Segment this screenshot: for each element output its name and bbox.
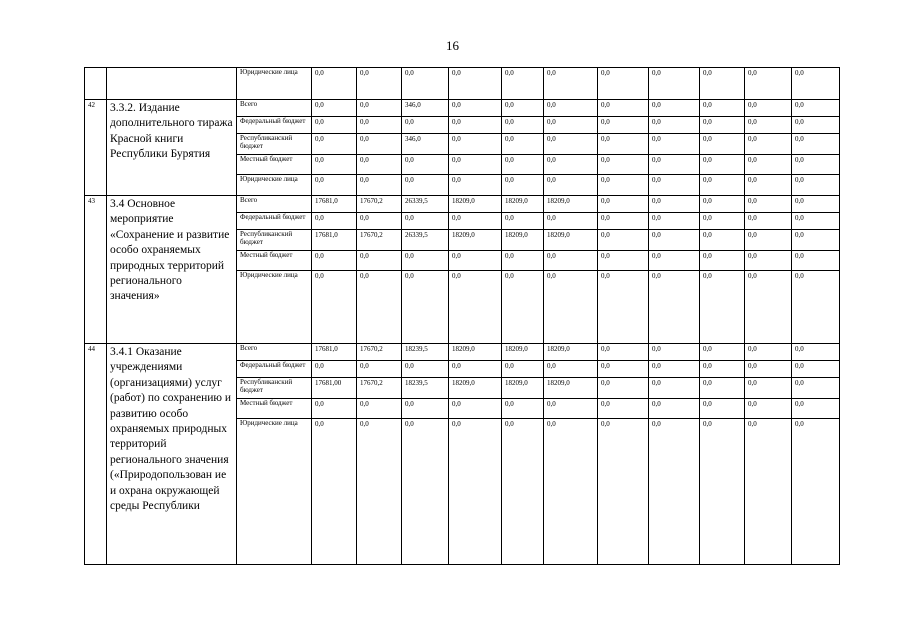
amount-cell: 0,0 — [792, 134, 840, 155]
amount-cell: 0,0 — [700, 361, 745, 378]
amount-cell: 0,0 — [312, 175, 357, 196]
page-number: 16 — [446, 38, 459, 53]
amount-cell: 0,0 — [649, 230, 700, 251]
amount-cell: 0,0 — [544, 100, 598, 117]
amount-cell: 0,0 — [402, 419, 449, 565]
amount-cell: 0,0 — [502, 213, 544, 230]
amount-cell: 0,0 — [502, 175, 544, 196]
amount-cell: 26339,5 — [402, 230, 449, 251]
amount-cell: 0,0 — [649, 378, 700, 399]
funding-source: Всего — [237, 344, 312, 361]
amount-cell: 0,0 — [312, 419, 357, 565]
amount-cell: 0,0 — [357, 399, 402, 419]
amount-cell: 0,0 — [357, 271, 402, 344]
funding-source: Местный бюджет — [237, 399, 312, 419]
amount-cell: 0,0 — [312, 361, 357, 378]
funding-source: Республиканский бюджет — [237, 134, 312, 155]
amount-cell: 0,0 — [312, 117, 357, 134]
amount-cell: 0,0 — [745, 175, 792, 196]
table-row — [85, 196, 840, 213]
amount-cell: 0,0 — [598, 361, 649, 378]
amount-cell: 0,0 — [792, 117, 840, 134]
funding-source: Федеральный бюджет — [237, 213, 312, 230]
amount-cell: 0,0 — [598, 117, 649, 134]
amount-cell: 0,0 — [449, 68, 502, 100]
amount-cell: 0,0 — [700, 419, 745, 565]
amount-cell: 0,0 — [449, 419, 502, 565]
funding-source: Всего — [237, 100, 312, 117]
row-number: 44 — [85, 344, 107, 565]
amount-cell: 0,0 — [449, 361, 502, 378]
amount-cell: 0,0 — [792, 155, 840, 175]
amount-cell: 0,0 — [402, 213, 449, 230]
amount-cell: 0,0 — [700, 175, 745, 196]
amount-cell: 0,0 — [449, 117, 502, 134]
amount-cell: 0,0 — [502, 419, 544, 565]
amount-cell: 17681,0 — [312, 196, 357, 213]
amount-cell: 18209,0 — [502, 378, 544, 399]
amount-cell: 0,0 — [745, 117, 792, 134]
amount-cell: 0,0 — [649, 196, 700, 213]
amount-cell: 18209,0 — [544, 230, 598, 251]
amount-cell: 0,0 — [598, 134, 649, 155]
amount-cell: 0,0 — [357, 68, 402, 100]
amount-cell: 0,0 — [402, 175, 449, 196]
amount-cell: 0,0 — [502, 399, 544, 419]
table-row — [85, 100, 840, 117]
amount-cell: 17681,0 — [312, 230, 357, 251]
amount-cell: 0,0 — [449, 399, 502, 419]
amount-cell: 0,0 — [402, 68, 449, 100]
amount-cell: 0,0 — [502, 68, 544, 100]
amount-cell: 17670,2 — [357, 344, 402, 361]
amount-cell: 0,0 — [700, 155, 745, 175]
amount-cell: 346,0 — [402, 100, 449, 117]
amount-cell: 0,0 — [312, 399, 357, 419]
amount-cell: 18209,0 — [449, 378, 502, 399]
amount-cell: 0,0 — [649, 419, 700, 565]
amount-cell: 0,0 — [700, 117, 745, 134]
amount-cell: 0,0 — [792, 213, 840, 230]
amount-cell: 0,0 — [502, 134, 544, 155]
amount-cell: 0,0 — [312, 271, 357, 344]
amount-cell: 18209,0 — [502, 344, 544, 361]
amount-cell: 0,0 — [745, 155, 792, 175]
amount-cell: 0,0 — [745, 213, 792, 230]
amount-cell: 0,0 — [598, 100, 649, 117]
amount-cell: 0,0 — [357, 213, 402, 230]
activity-name: 3.4 Основное мероприятие «Сохранение и развитие особо охраняемых природных территорий регионального значения» — [107, 196, 237, 344]
amount-cell: 0,0 — [745, 230, 792, 251]
amount-cell: 0,0 — [700, 134, 745, 155]
amount-cell: 0,0 — [357, 100, 402, 117]
amount-cell: 0,0 — [745, 399, 792, 419]
amount-cell: 0,0 — [312, 134, 357, 155]
amount-cell: 0,0 — [745, 196, 792, 213]
amount-cell: 0,0 — [792, 196, 840, 213]
amount-cell: 0,0 — [312, 100, 357, 117]
amount-cell: 0,0 — [649, 117, 700, 134]
amount-cell: 0,0 — [792, 378, 840, 399]
amount-cell: 0,0 — [792, 251, 840, 271]
table-row — [85, 68, 840, 100]
funding-source: Федеральный бюджет — [237, 117, 312, 134]
amount-cell: 0,0 — [312, 155, 357, 175]
amount-cell: 0,0 — [544, 271, 598, 344]
amount-cell: 0,0 — [544, 117, 598, 134]
amount-cell: 0,0 — [649, 68, 700, 100]
amount-cell: 18209,0 — [544, 344, 598, 361]
amount-cell: 0,0 — [402, 399, 449, 419]
funding-source: Юридические лица — [237, 175, 312, 196]
amount-cell: 0,0 — [598, 213, 649, 230]
amount-cell: 18209,0 — [502, 230, 544, 251]
amount-cell: 0,0 — [449, 251, 502, 271]
amount-cell: 0,0 — [792, 361, 840, 378]
amount-cell: 0,0 — [598, 419, 649, 565]
amount-cell: 0,0 — [792, 100, 840, 117]
funding-source: Юридические лица — [237, 271, 312, 344]
row-number: 42 — [85, 100, 107, 196]
amount-cell: 0,0 — [598, 230, 649, 251]
amount-cell: 0,0 — [502, 155, 544, 175]
amount-cell: 0,0 — [544, 399, 598, 419]
funding-source: Юридические лица — [237, 419, 312, 565]
amount-cell: 18209,0 — [544, 378, 598, 399]
amount-cell: 0,0 — [502, 251, 544, 271]
amount-cell: 0,0 — [700, 378, 745, 399]
amount-cell: 0,0 — [544, 213, 598, 230]
amount-cell: 0,0 — [792, 419, 840, 565]
amount-cell: 0,0 — [357, 175, 402, 196]
amount-cell: 0,0 — [357, 117, 402, 134]
funding-source: Федеральный бюджет — [237, 361, 312, 378]
amount-cell: 0,0 — [544, 155, 598, 175]
amount-cell: 0,0 — [449, 175, 502, 196]
amount-cell: 0,0 — [792, 230, 840, 251]
amount-cell: 0,0 — [357, 361, 402, 378]
amount-cell: 0,0 — [649, 100, 700, 117]
amount-cell: 0,0 — [312, 213, 357, 230]
amount-cell: 18209,0 — [449, 230, 502, 251]
amount-cell: 0,0 — [449, 213, 502, 230]
funding-source: Местный бюджет — [237, 251, 312, 271]
amount-cell: 0,0 — [745, 100, 792, 117]
amount-cell: 0,0 — [792, 271, 840, 344]
amount-cell: 0,0 — [792, 344, 840, 361]
amount-cell: 0,0 — [649, 399, 700, 419]
amount-cell: 0,0 — [598, 155, 649, 175]
amount-cell: 0,0 — [357, 155, 402, 175]
amount-cell: 0,0 — [649, 134, 700, 155]
activity-name — [107, 68, 237, 100]
amount-cell: 0,0 — [502, 361, 544, 378]
funding-source: Всего — [237, 196, 312, 213]
funding-source: Республиканский бюджет — [237, 230, 312, 251]
amount-cell: 0,0 — [598, 196, 649, 213]
amount-cell: 0,0 — [649, 155, 700, 175]
table-row — [85, 344, 840, 361]
amount-cell: 17681,0 — [312, 344, 357, 361]
amount-cell: 0,0 — [792, 175, 840, 196]
amount-cell: 0,0 — [502, 271, 544, 344]
amount-cell: 18209,0 — [544, 196, 598, 213]
amount-cell: 0,0 — [312, 251, 357, 271]
amount-cell: 0,0 — [700, 344, 745, 361]
amount-cell: 0,0 — [700, 251, 745, 271]
amount-cell: 0,0 — [544, 361, 598, 378]
amount-cell: 0,0 — [402, 361, 449, 378]
amount-cell: 0,0 — [700, 68, 745, 100]
amount-cell: 0,0 — [700, 100, 745, 117]
amount-cell: 17681,00 — [312, 378, 357, 399]
amount-cell: 0,0 — [745, 361, 792, 378]
amount-cell: 0,0 — [745, 271, 792, 344]
amount-cell: 346,0 — [402, 134, 449, 155]
activity-name: 3.3.2. Издание дополнительного тиража Красной книги Республики Бурятия — [107, 100, 237, 196]
amount-cell: 0,0 — [502, 100, 544, 117]
amount-cell: 0,0 — [502, 117, 544, 134]
row-number: 43 — [85, 196, 107, 344]
amount-cell: 0,0 — [598, 68, 649, 100]
amount-cell: 17670,2 — [357, 378, 402, 399]
row-number — [85, 68, 107, 100]
amount-cell: 0,0 — [544, 251, 598, 271]
amount-cell: 0,0 — [745, 344, 792, 361]
funding-source: Республиканский бюджет — [237, 378, 312, 399]
activity-name: 3.4.1 Оказание учреждениями (организациями) услуг (работ) по сохранению и развитию особо охраняемых природных территорий регионального значения («Природопользован ие и охрана окружающей среды Республики — [107, 344, 237, 565]
amount-cell: 18239,5 — [402, 344, 449, 361]
amount-cell: 0,0 — [649, 213, 700, 230]
amount-cell: 0,0 — [598, 399, 649, 419]
amount-cell: 0,0 — [544, 419, 598, 565]
amount-cell: 0,0 — [312, 68, 357, 100]
amount-cell: 18239,5 — [402, 378, 449, 399]
amount-cell: 0,0 — [745, 419, 792, 565]
amount-cell: 0,0 — [357, 419, 402, 565]
budget-table — [84, 67, 840, 565]
amount-cell: 0,0 — [402, 271, 449, 344]
amount-cell: 0,0 — [402, 251, 449, 271]
funding-source: Местный бюджет — [237, 155, 312, 175]
amount-cell: 0,0 — [649, 271, 700, 344]
amount-cell: 0,0 — [700, 399, 745, 419]
amount-cell: 0,0 — [357, 134, 402, 155]
amount-cell: 0,0 — [402, 155, 449, 175]
amount-cell: 0,0 — [598, 271, 649, 344]
amount-cell: 0,0 — [745, 134, 792, 155]
amount-cell: 0,0 — [649, 251, 700, 271]
amount-cell: 17670,2 — [357, 230, 402, 251]
amount-cell: 0,0 — [745, 378, 792, 399]
amount-cell: 0,0 — [598, 378, 649, 399]
amount-cell: 18209,0 — [449, 344, 502, 361]
amount-cell: 0,0 — [598, 251, 649, 271]
amount-cell: 0,0 — [598, 175, 649, 196]
amount-cell: 0,0 — [649, 344, 700, 361]
amount-cell: 18209,0 — [502, 196, 544, 213]
amount-cell: 0,0 — [745, 251, 792, 271]
amount-cell: 0,0 — [449, 100, 502, 117]
amount-cell: 0,0 — [649, 175, 700, 196]
amount-cell: 0,0 — [544, 134, 598, 155]
amount-cell: 0,0 — [792, 68, 840, 100]
amount-cell: 0,0 — [700, 230, 745, 251]
amount-cell: 0,0 — [792, 399, 840, 419]
amount-cell: 18209,0 — [449, 196, 502, 213]
amount-cell: 0,0 — [700, 213, 745, 230]
amount-cell: 0,0 — [544, 175, 598, 196]
funding-source: Юридические лица — [237, 68, 312, 100]
amount-cell: 0,0 — [449, 155, 502, 175]
amount-cell: 0,0 — [449, 271, 502, 344]
amount-cell: 26339,5 — [402, 196, 449, 213]
amount-cell: 0,0 — [745, 68, 792, 100]
amount-cell: 0,0 — [402, 117, 449, 134]
amount-cell: 0,0 — [700, 196, 745, 213]
amount-cell: 0,0 — [598, 344, 649, 361]
amount-cell: 0,0 — [649, 361, 700, 378]
amount-cell: 17670,2 — [357, 196, 402, 213]
amount-cell: 0,0 — [544, 68, 598, 100]
amount-cell: 0,0 — [357, 251, 402, 271]
amount-cell: 0,0 — [700, 271, 745, 344]
amount-cell: 0,0 — [449, 134, 502, 155]
